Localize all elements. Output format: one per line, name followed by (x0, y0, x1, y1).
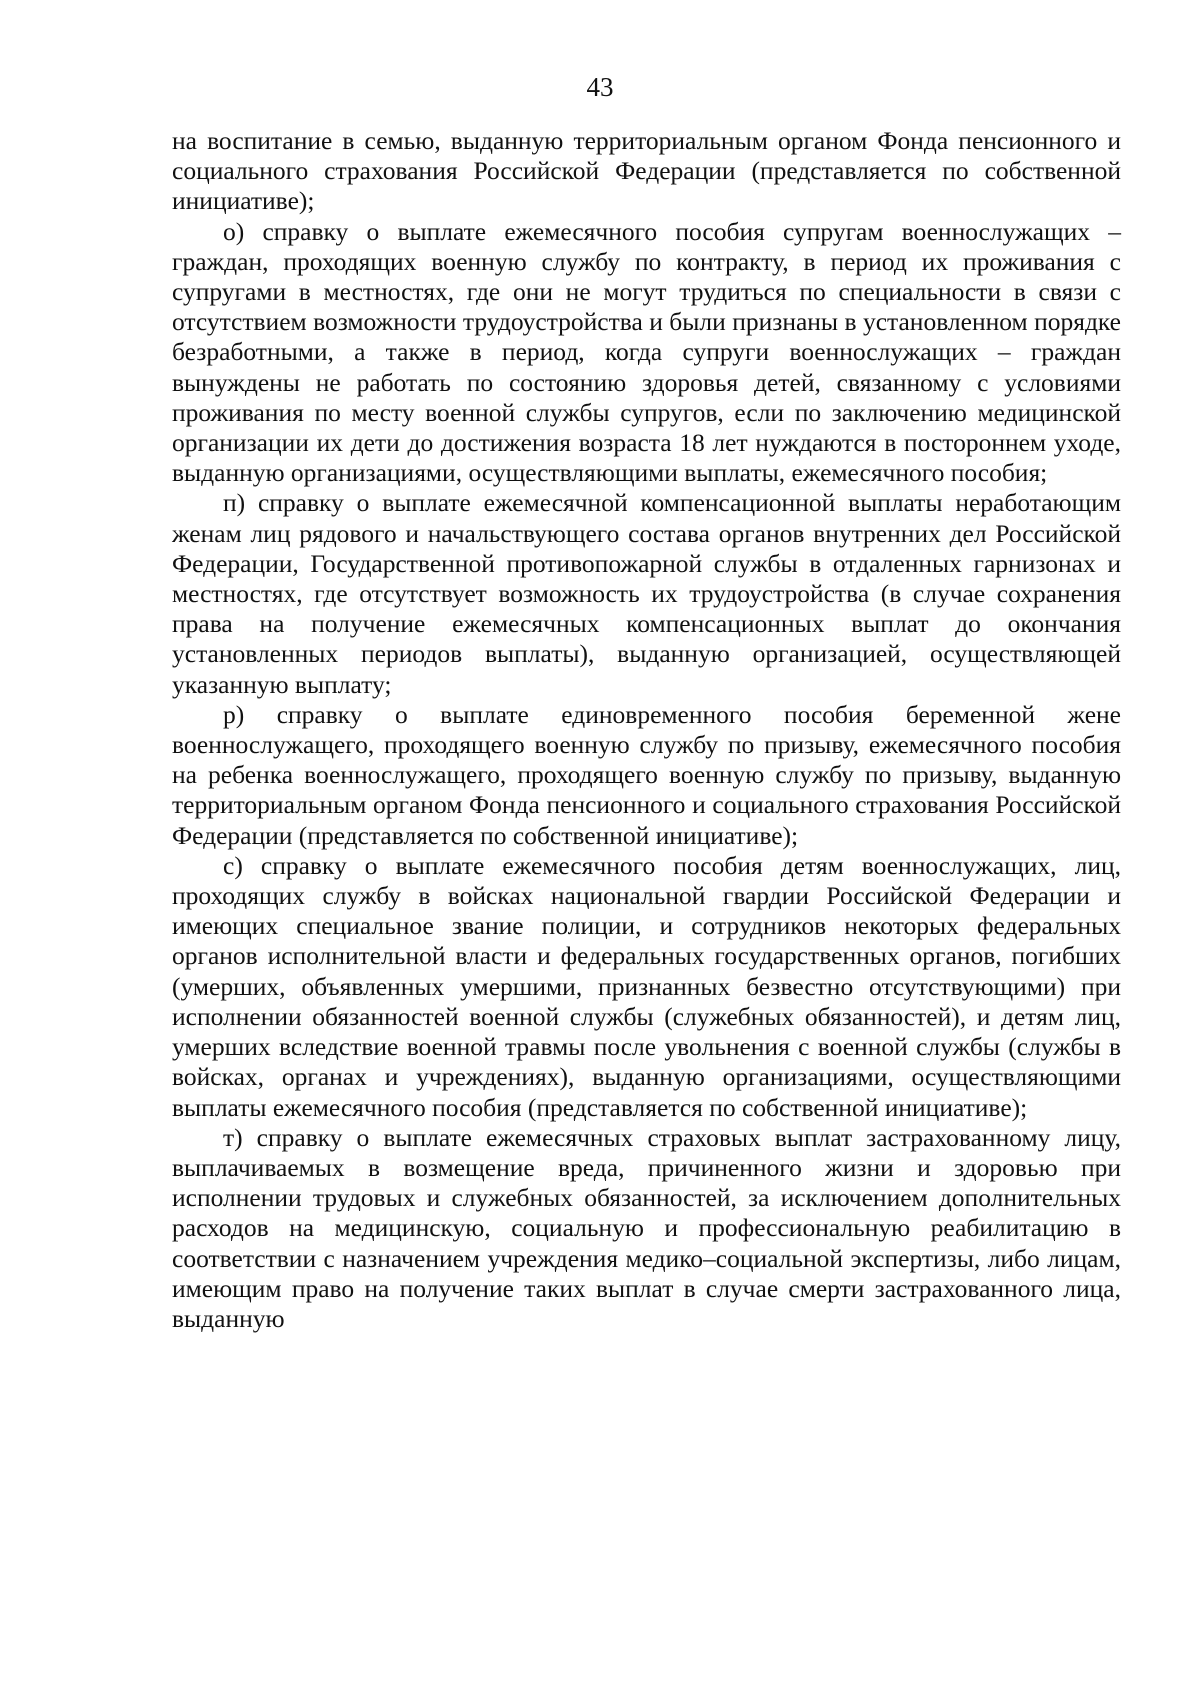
paragraph-item-t: т) справку о выплате ежемесячных страховых выплат застрахованному лицу, выплачиваемых в возмещение вреда, причиненного жизни и здоровью при исполнении трудовых и служебных обязанностей, за исключением дополнительных расходов на медицинскую, социальную и профессиональную реабилитацию в соответствии с назначением учреждения медико–социальной экспертизы, либо лицам, имеющим право на получение таких выплат в случае смерти застрахованного лица, выданную (172, 1122, 1121, 1333)
document-body (172, 126, 1121, 1334)
paragraph-item-o: о) справку о выплате ежемесячного пособия супругам военнослужащих – граждан, проходящих военную службу по контракту, в период их проживания с супругами в местностях, где они не могут трудиться по специальности в связи с отсутствием возможности трудоустройства и были признаны в установленном порядке безработными, а также в период, когда супруги военнослужащих – граждан вынуждены не работать по состоянию здоровья детей, связанному с условиями проживания по месту военной службы супругов, если по заключению медицинской организации их дети до достижения возраста 18 лет нуждаются в постороннем уходе, выданную организациями, осуществляющими выплаты, ежемесячного пособия; (172, 216, 1121, 488)
paragraph-continuation: на воспитание в семью, выданную территориальным органом Фонда пенсионного и социального страхования Российской Федерации (представляется по собственной инициативе); (172, 126, 1121, 216)
paragraph-item-p: п) справку о выплате ежемесячной компенсационной выплаты неработающим женам лиц рядового и начальствующего состава органов внутренних дел Российской Федерации, Государственной противопожарной службы в отдаленных гарнизонах и местностях, где отсутствует возможность их трудоустройства (в случае сохранения права на получение ежемесячных компенсационных выплат до окончания установленных периодов выплаты), выданную организацией, осуществляющей указанную выплату; (172, 488, 1121, 699)
paragraph-item-s: с) справку о выплате ежемесячного пособия детям военнослужащих, лиц, проходящих службу в войсках национальной гвардии Российской Федерации и имеющих специальное звание полиции, и сотрудников некоторых федеральных органов исполнительной власти и федеральных государственных органов, погибших (умерших, объявленных умершими, признанных безвестно отсутствующими) при исполнении обязанностей военной службы (служебных обязанностей), и детям лиц, умерших вследствие военной травмы после увольнения с военной службы (службы в войсках, органах и учреждениях), выданную организациями, осуществляющими выплаты ежемесячного пособия (представляется по собственной инициативе); (172, 850, 1121, 1122)
page-number: 43 (586, 72, 614, 102)
paragraph-item-r: р) справку о выплате единовременного пособия беременной жене военнослужащего, проходящего военную службу по призыву, ежемесячного пособия на ребенка военнослужащего, проходящего военную службу по призыву, выданную территориальным органом Фонда пенсионного и социального страхования Российской Федерации (представляется по собственной инициативе); (172, 699, 1121, 850)
